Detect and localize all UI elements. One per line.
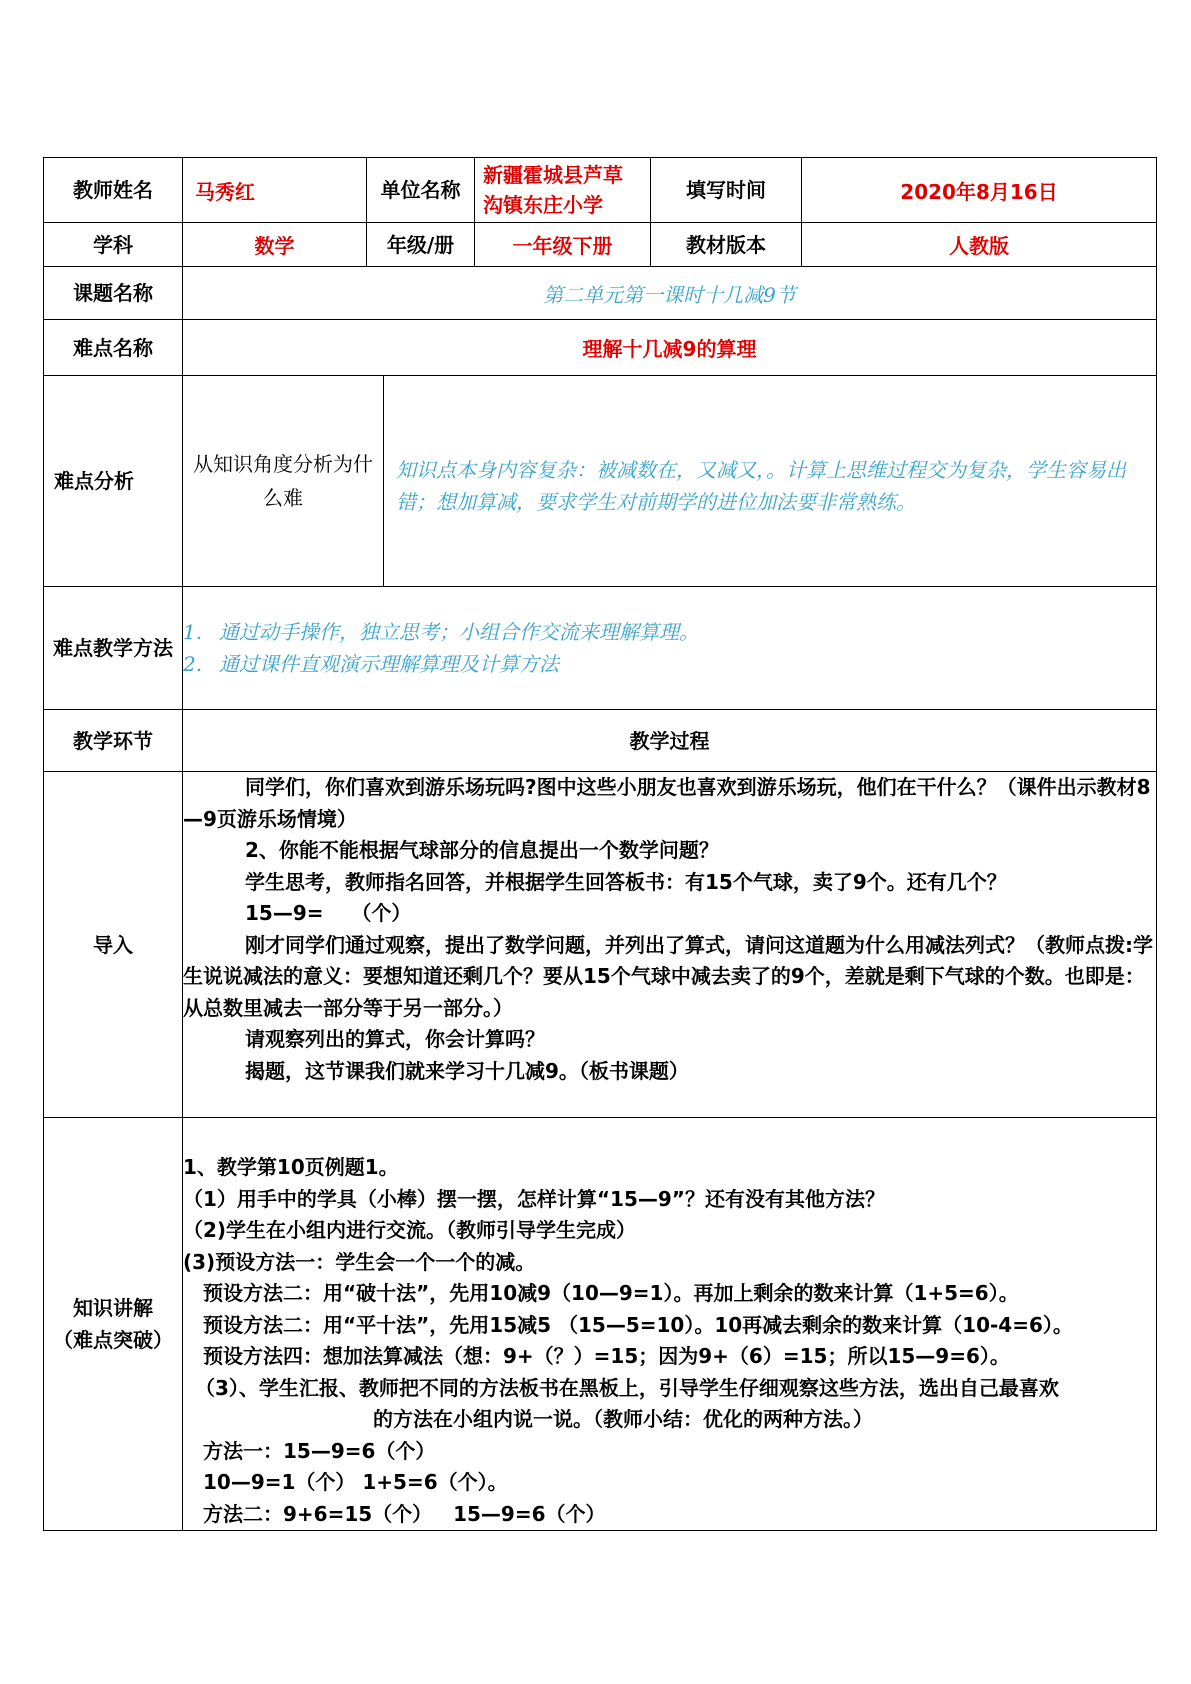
process-header-row (44, 710, 1157, 772)
intro-line: 刚才同学们通过观察，提出了数学问题，并列出了算式，请问这道题为什么用减法列式？（教师点拨:学生说说减法的意义：要想知道还剩几个？要从15个气球中减去卖了的9个，差就是剩下气球的个数。也即是：从总数里减去一部分等于另一部分。） (183, 932, 1153, 1020)
header-row-2 (44, 223, 1157, 267)
intro-line: 请观察列出的算式，你会计算吗？ (245, 1027, 545, 1051)
intro-line: 揭题，这节课我们就来学习十几减9。（板书课题） (245, 1058, 689, 1083)
intro-label: 导入 (44, 772, 183, 1118)
topic-label: 课题名称 (44, 267, 183, 320)
process-label: 教学过程 (183, 710, 1157, 772)
method-item (183, 648, 1156, 680)
intro-line: 学生思考，教师指名回答，并根据学生回答板书：有15个气球，卖了9个。还有几个？ (245, 869, 1007, 894)
analysis-label: 难点分析 (44, 376, 183, 587)
knowledge-line: (3)预设方法一：学生会一个一个的减。 (183, 1249, 536, 1274)
intro-line: 15—9= （个） (245, 901, 412, 925)
analysis-text: 知识点本身内容复杂：被减数在，又减又，。计算上思维过程交为复杂，学生容易出错；想加算减，要求学生对前期学的进位加法要非常熟练。 (396, 458, 1126, 514)
topic-row (44, 267, 1157, 320)
knowledge-line: 预设方法四：想加法算减法（想：9+（？）=15；因为9+（6）=15；所以15—9=6）。 (203, 1344, 1010, 1368)
lesson-plan-table (43, 157, 1157, 1531)
knowledge-line: （1）用手中的学具（小棒）摆一摆，怎样计算“15—9”？还有没有其他方法？ (183, 1186, 885, 1211)
methods-label: 难点教学方法 (44, 587, 183, 710)
teacher-name: 马秀红 (183, 158, 367, 223)
analysis-text-area (384, 376, 1156, 586)
grade-label: 年级/册 (367, 223, 475, 267)
methods-row (44, 587, 1157, 710)
subject-value: 数学 (183, 223, 367, 267)
knowledge-content (183, 1118, 1157, 1531)
analysis-cell (183, 376, 1157, 587)
edition-label: 教材版本 (651, 223, 802, 267)
analysis-row (44, 376, 1157, 587)
knowledge-line: 10—9=1（个） 1+5=6（个）。 (203, 1470, 508, 1494)
header-row-1 (44, 158, 1157, 223)
date-label: 填写时间 (651, 158, 802, 223)
knowledge-label-line1: 知识讲解 (73, 1296, 153, 1320)
method-item (183, 616, 1156, 648)
knowledge-row (44, 1118, 1157, 1531)
method-text: 通过课件直观演示理解算理及计算方法 (219, 652, 559, 676)
intro-content (183, 772, 1157, 1118)
grade-value: 一年级下册 (475, 223, 651, 267)
knowledge-line: 预设方法二：用“破十法”，先用10减9（10—9=1）。再加上剩余的数来计算（1+5=6）。 (203, 1281, 1019, 1305)
analysis-inner (183, 376, 1156, 586)
knowledge-line: 方法二：9+6=15（个） 15—9=6（个） (203, 1501, 606, 1526)
analysis-sub-label: 从知识角度分析为什么难 (183, 376, 384, 586)
method-number: 1. (183, 620, 203, 644)
knowledge-label (44, 1118, 183, 1531)
teacher-label: 教师姓名 (44, 158, 183, 223)
knowledge-line: （3）、学生汇报、教师把不同的方法板书在黑板上，引导学生仔细观察这些方法，选出自己最喜欢 (195, 1375, 1059, 1400)
stage-label: 教学环节 (44, 710, 183, 772)
intro-row (44, 772, 1157, 1118)
method-text: 通过动手操作，独立思考；小组合作交流来理解算理。 (219, 620, 699, 644)
knowledge-line: 方法一：15—9=6（个） (203, 1438, 436, 1463)
topic-value: 第二单元第一课时十几减9节 (183, 267, 1157, 320)
intro-line: 2、你能不能根据气球部分的信息提出一个数学问题？ (245, 838, 719, 862)
method-number: 2. (183, 652, 203, 676)
difficulty-row (44, 320, 1157, 376)
difficulty-label: 难点名称 (44, 320, 183, 376)
date-value: 2020年8月16日 (802, 158, 1157, 223)
knowledge-line: 预设方法二：用“平十法”，先用15减5 （15—5=10）。10再减去剩余的数来计算（10-4=6）。 (203, 1312, 1073, 1337)
subject-label: 学科 (44, 223, 183, 267)
knowledge-line: 1、教学第10页例题1。 (183, 1155, 399, 1179)
difficulty-value: 理解十几减9的算理 (183, 320, 1157, 376)
intro-line: 同学们，你们喜欢到游乐场玩吗?图中这些小朋友也喜欢到游乐场玩，他们在干什么？（课件出示教材8—9页游乐场情境） (183, 775, 1151, 831)
knowledge-label-line2: （难点突破） (53, 1328, 173, 1352)
methods-list (183, 587, 1157, 710)
knowledge-line: （2)学生在小组内进行交流。（教师引导学生完成） (183, 1218, 637, 1242)
unit-name: 新疆霍城县芦草沟镇东庄小学 (475, 158, 651, 223)
edition-value: 人教版 (802, 223, 1157, 267)
knowledge-line: 的方法在小组内说一说。（教师小结：优化的两种方法。） (373, 1407, 873, 1431)
unit-label: 单位名称 (367, 158, 475, 223)
